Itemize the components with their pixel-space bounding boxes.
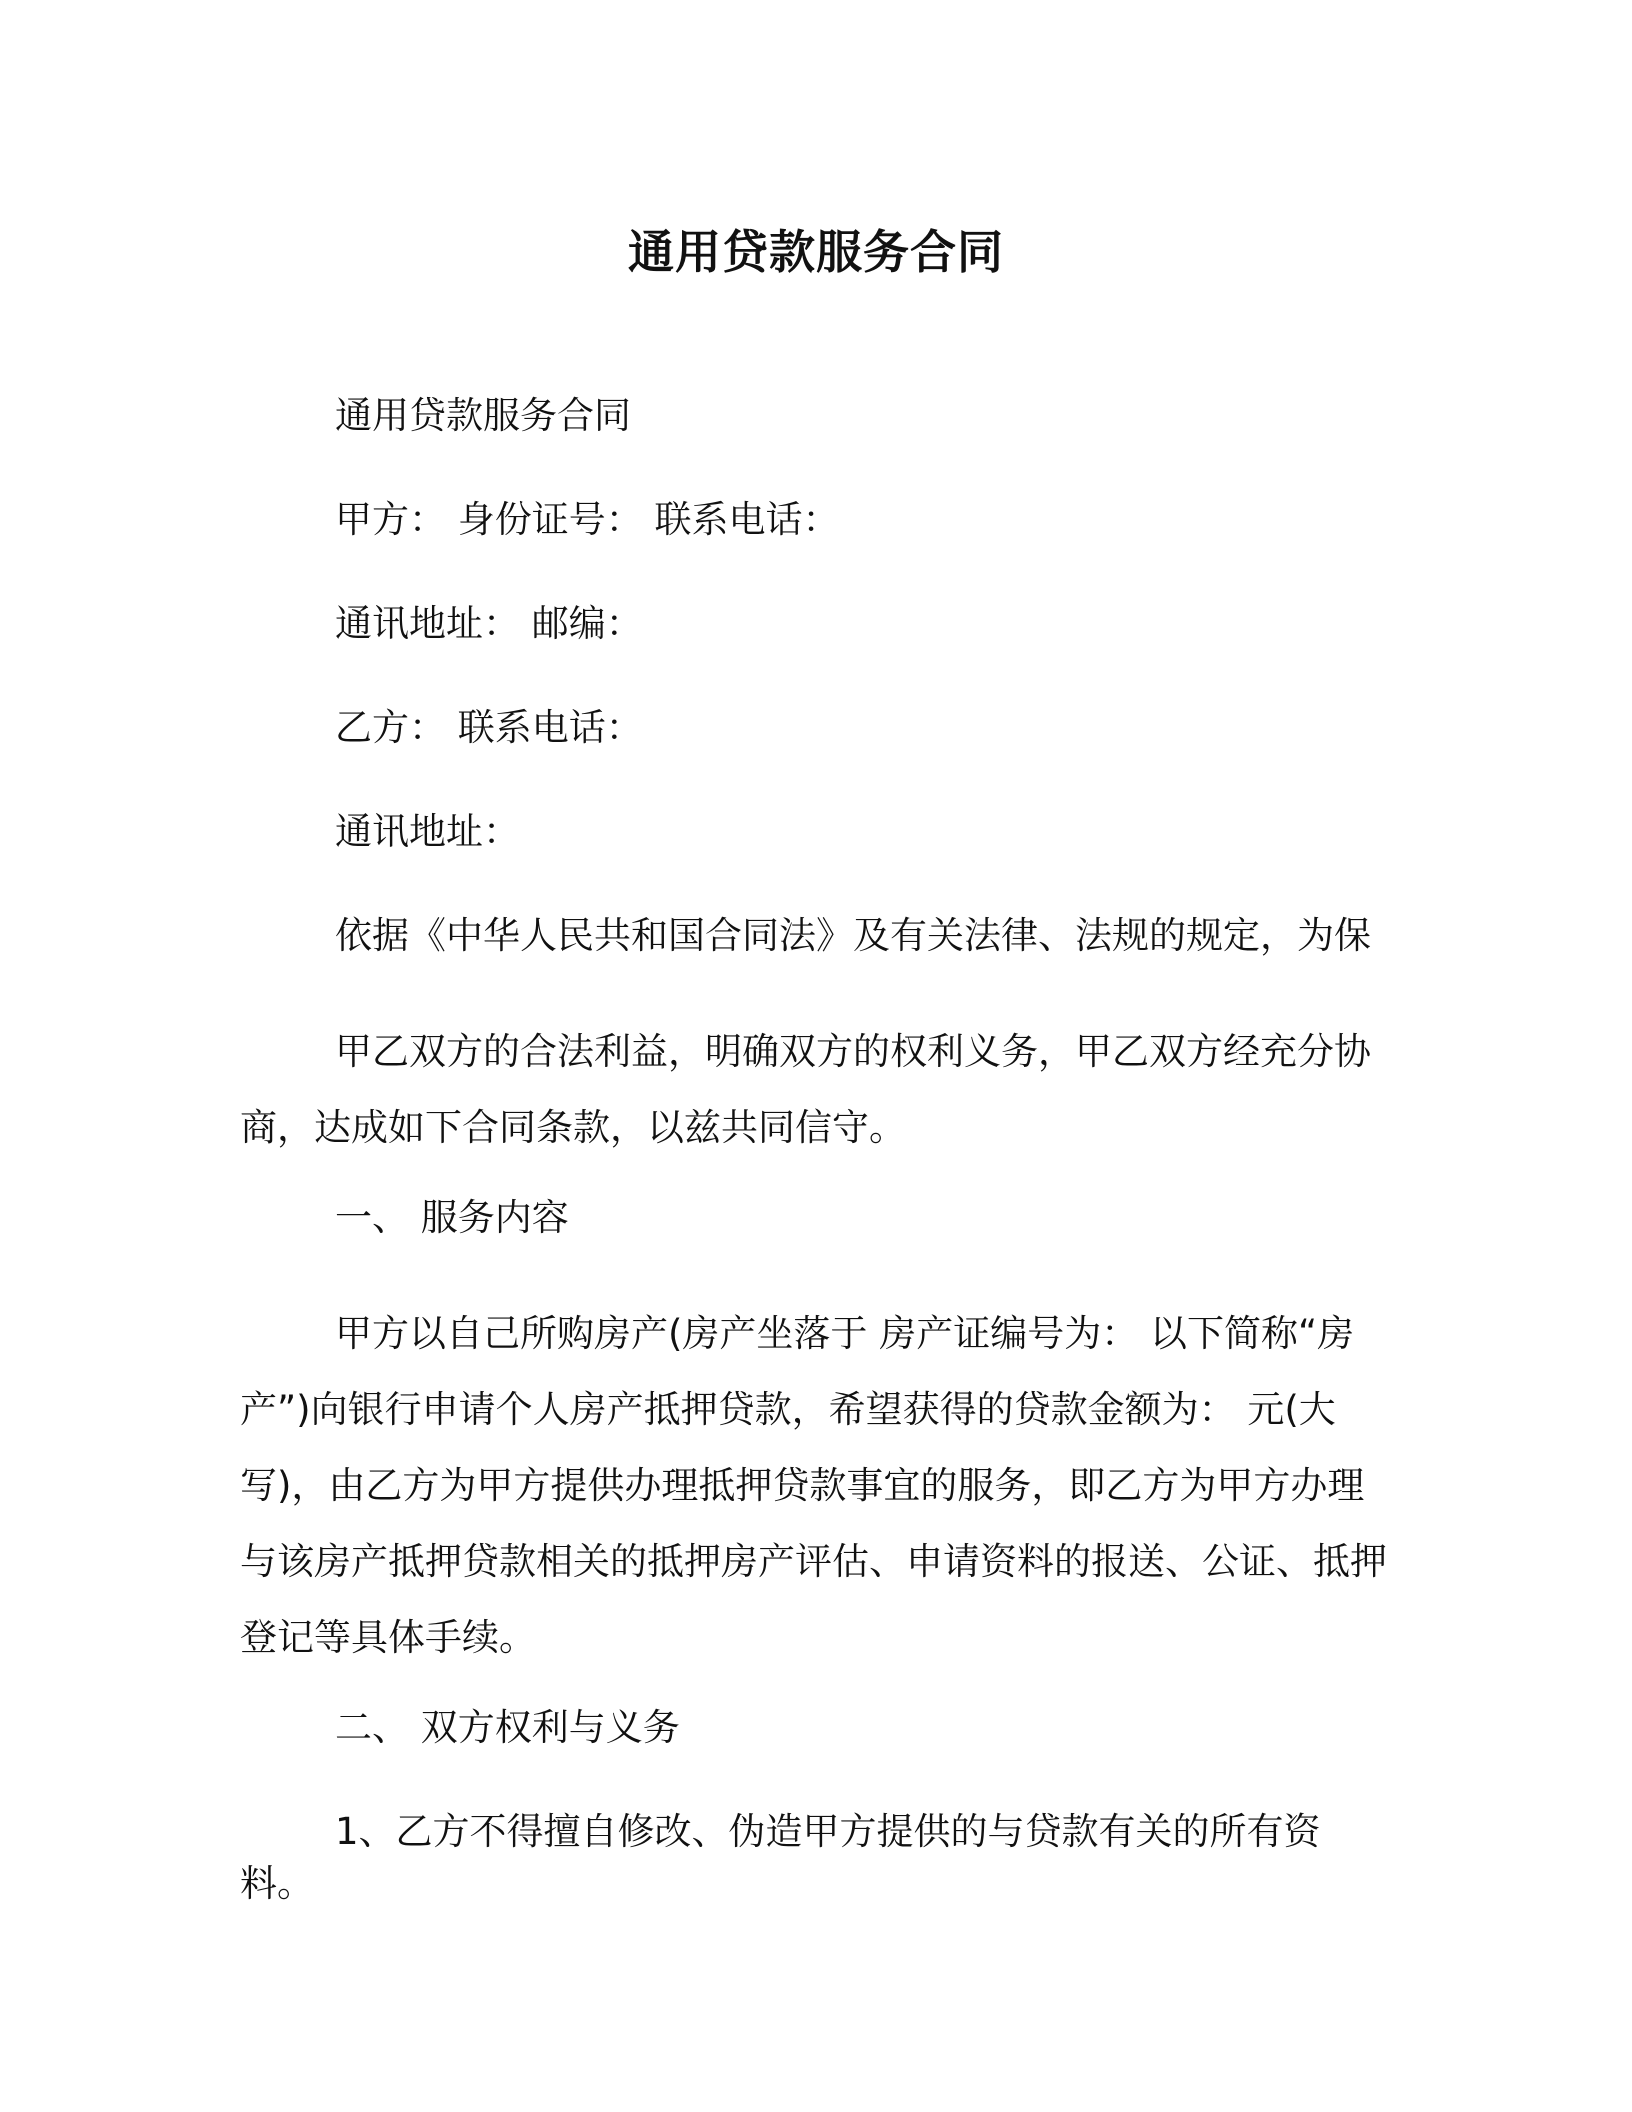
subtitle-line: 通用贷款服务合同 bbox=[335, 394, 631, 437]
document-title: 通用贷款服务合同 bbox=[628, 225, 1004, 279]
section-1-body: 甲方以自己所购房产(房产坐落于 房产证编号为： 以下简称“房产”)向银行申请个人房产抵押贷款，希望获得的贷款金额为： 元(大写)，由乙方为甲方提供办理抵押贷款事宜的服务，即乙方为甲方办理与该房产抵押贷款相关的抵押房产评估、申请资料的报送、公证、抵押登记等具体手续。 bbox=[240, 1312, 1387, 1659]
party-b-line: 乙方： 联系电话： bbox=[335, 706, 643, 749]
document-body bbox=[240, 390, 1392, 1910]
preamble-line-1: 依据《中华人民共和国合同法》及有关法律、法规的规定，为保 bbox=[335, 914, 1371, 957]
section-1-heading: 一、 服务内容 bbox=[335, 1196, 569, 1239]
clause-2-1: 1、乙方不得擅自修改、伪造甲方提供的与贷款有关的所有资料。 bbox=[240, 1810, 1321, 1905]
section-2-heading: 二、 双方权利与义务 bbox=[335, 1706, 680, 1749]
party-a-line: 甲方： 身份证号： 联系电话： bbox=[335, 498, 840, 541]
party-b-address-line: 通讯地址： bbox=[335, 810, 520, 853]
party-a-address-line: 通讯地址： 邮编： bbox=[335, 602, 643, 645]
preamble-paragraph-2: 甲乙双方的合法利益，明确双方的权利义务，甲乙双方经充分协商，达成如下合同条款，以兹共同信守。 bbox=[240, 1030, 1371, 1149]
